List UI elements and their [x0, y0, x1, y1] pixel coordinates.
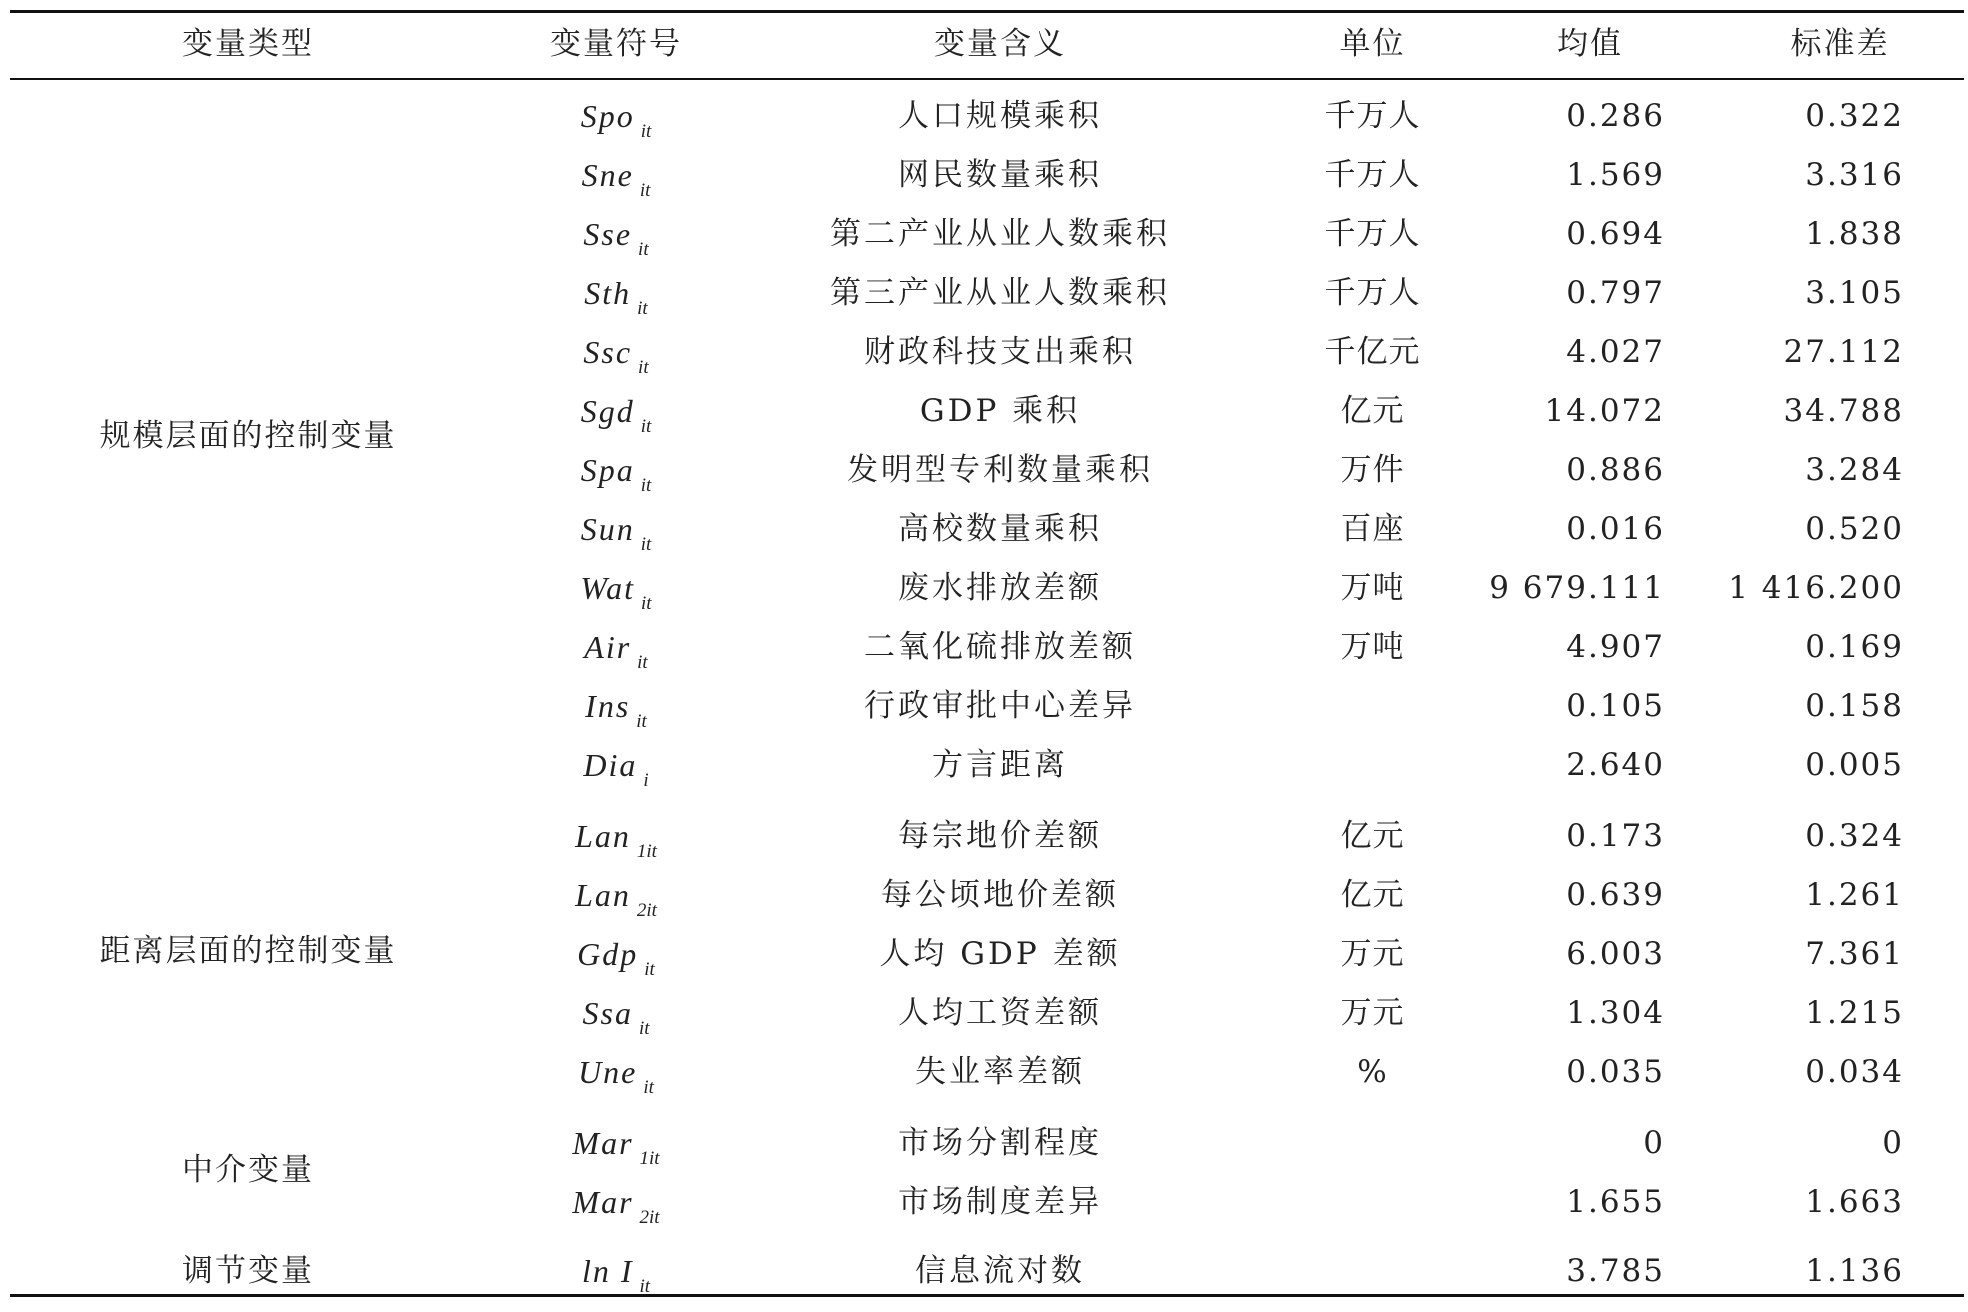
symbol-base: Spa: [580, 452, 635, 488]
symbol-subscript: 1it: [636, 841, 657, 862]
group-label-moderator: 调节变量: [182, 1253, 314, 1289]
table-row: [10, 1049, 1964, 1098]
variable-unit: 亿元: [1340, 877, 1405, 913]
table-row: [10, 624, 1964, 673]
mean-value: 3.785: [1566, 1253, 1665, 1289]
symbol-subscript: it: [638, 357, 649, 378]
variable-symbol: [496, 1179, 736, 1228]
table-row: [10, 270, 1964, 319]
table-row: [10, 329, 1964, 378]
mean-value: 0.797: [1566, 275, 1665, 311]
symbol-subscript: it: [638, 1018, 650, 1039]
mean-value: 0.173: [1566, 818, 1665, 854]
symbol-base: Gdp: [577, 936, 639, 972]
symbol-subscript: 1it: [639, 1148, 660, 1169]
std-dev-value: 1.136: [1805, 1253, 1904, 1289]
std-dev-value: 0.158: [1805, 688, 1904, 724]
symbol-base: Lan: [575, 877, 631, 913]
variable-unit: 千万人: [1324, 98, 1421, 134]
symbol-subscript: it: [637, 652, 648, 673]
variable-meaning: 废水排放差额: [898, 570, 1102, 606]
group-label-mediator: 中介变量: [182, 1152, 314, 1188]
header-mean: 均值: [1557, 26, 1623, 62]
mean-value: 0.886: [1566, 452, 1665, 488]
mean-value: 0.286: [1566, 98, 1665, 134]
std-dev-value: 0.322: [1805, 98, 1904, 134]
variable-meaning: 每公顷地价差额: [881, 877, 1119, 913]
std-dev-value: 0.034: [1805, 1054, 1904, 1090]
variable-meaning: 发明型专利数量乘积: [847, 452, 1153, 488]
std-dev-value: 7.361: [1805, 936, 1904, 972]
symbol-base: Sne: [581, 157, 634, 193]
std-dev-value: 34.788: [1783, 393, 1904, 429]
variable-meaning: 人均工资差额: [898, 995, 1102, 1031]
std-dev-value: 0.324: [1805, 818, 1904, 854]
symbol-subscript: it: [639, 1276, 651, 1297]
std-dev-value: 0.520: [1805, 511, 1904, 547]
mean-value: 2.640: [1566, 747, 1665, 783]
symbol-base: Ssa: [582, 995, 633, 1031]
symbol-base: Lan: [575, 818, 631, 854]
variable-symbol: [496, 447, 736, 496]
variable-symbol: [496, 329, 736, 378]
table-row: [10, 742, 1964, 791]
header-rule: [10, 78, 1964, 80]
variable-symbol: [496, 565, 736, 614]
symbol-base: Mar: [572, 1125, 634, 1161]
std-dev-value: 1.215: [1805, 995, 1904, 1031]
variable-unit: 万吨: [1340, 570, 1405, 606]
std-dev-value: 1.838: [1805, 216, 1904, 252]
table-row: [10, 813, 1964, 862]
table-row: [10, 506, 1964, 555]
top-rule: [10, 10, 1964, 13]
symbol-base: Dia: [583, 747, 638, 783]
symbol-subscript: it: [643, 1077, 654, 1098]
table-row: [10, 990, 1964, 1039]
symbol-base: Wat: [580, 570, 636, 606]
table-row: [10, 565, 1964, 614]
header-variable-meaning: 变量含义: [934, 26, 1066, 62]
std-dev-value: 1 416.200: [1728, 570, 1904, 606]
variable-meaning: 信息流对数: [915, 1253, 1085, 1289]
symbol-subscript: it: [641, 593, 652, 614]
variable-meaning: GDP 乘积: [919, 393, 1081, 429]
mean-value: 4.027: [1566, 334, 1665, 370]
variable-symbol: [496, 270, 736, 319]
header-unit: 单位: [1339, 26, 1406, 62]
symbol-subscript: 2it: [639, 1207, 660, 1228]
variable-symbol: [496, 872, 736, 921]
mean-value: 1.304: [1566, 995, 1665, 1031]
variable-unit: 万件: [1340, 452, 1405, 488]
variable-symbol: [496, 211, 736, 260]
std-dev-value: 1.663: [1805, 1184, 1904, 1220]
symbol-base: Une: [578, 1054, 638, 1090]
table-row: [10, 152, 1964, 201]
variable-symbol: [496, 624, 736, 673]
variable-unit: 千万人: [1324, 216, 1421, 252]
variable-symbol: [496, 683, 736, 732]
variable-unit: %: [1357, 1054, 1388, 1090]
mean-value: 9 679.111: [1489, 570, 1665, 606]
table-row: [10, 93, 1964, 142]
mean-value: 14.072: [1544, 393, 1665, 429]
variable-meaning: 二氧化硫排放差额: [864, 629, 1136, 665]
variable-unit: 亿元: [1340, 818, 1405, 854]
table-row: [10, 872, 1964, 921]
table-row: [10, 1179, 1964, 1228]
variable-unit: 百座: [1340, 511, 1405, 547]
variable-meaning: 人均 GDP 差额: [879, 936, 1121, 972]
symbol-base: Sth: [584, 275, 632, 311]
table-row: [10, 1120, 1964, 1169]
symbol-subscript: it: [644, 959, 655, 980]
table-row: [10, 931, 1964, 980]
mean-value: 0: [1643, 1125, 1665, 1161]
std-dev-value: 0.169: [1805, 629, 1904, 665]
variable-unit: 万元: [1340, 936, 1405, 972]
symbol-base: Sgd: [580, 393, 635, 429]
symbol-base: ln I: [581, 1253, 634, 1289]
mean-value: 1.655: [1566, 1184, 1665, 1220]
symbol-subscript: it: [640, 534, 652, 555]
variable-unit: 千万人: [1324, 275, 1421, 311]
symbol-base: Ins: [585, 688, 631, 724]
symbol-base: Ssc: [583, 334, 633, 370]
std-dev-value: 3.105: [1805, 275, 1904, 311]
header-variable-type: 变量类型: [182, 26, 314, 62]
variable-meaning: 高校数量乘积: [898, 511, 1102, 547]
mean-value: 4.907: [1566, 629, 1665, 665]
mean-value: 0.639: [1566, 877, 1665, 913]
variable-symbol: [496, 742, 736, 791]
header-std-dev: 标准差: [1790, 26, 1890, 62]
group-label-distance: 距离层面的控制变量: [99, 933, 397, 969]
mean-value: 0.016: [1566, 511, 1665, 547]
symbol-subscript: it: [640, 121, 652, 142]
symbol-subscript: i: [643, 770, 649, 791]
variable-meaning: 网民数量乘积: [898, 157, 1102, 193]
std-dev-value: 3.284: [1805, 452, 1904, 488]
symbol-subscript: it: [637, 298, 648, 319]
variable-meaning: 市场分割程度: [898, 1125, 1102, 1161]
variable-unit: 千万人: [1324, 157, 1421, 193]
group-label-scale: 规模层面的控制变量: [99, 418, 397, 454]
mean-value: 0.035: [1566, 1054, 1665, 1090]
mean-value: 0.105: [1566, 688, 1665, 724]
symbol-base: Air: [584, 629, 632, 665]
table-row: [10, 683, 1964, 732]
variable-symbol: [496, 1120, 736, 1169]
variable-symbol: [496, 93, 736, 142]
mean-value: 1.569: [1566, 157, 1665, 193]
variable-meaning: 第三产业从业人数乘积: [830, 275, 1170, 311]
variable-meaning: 人口规模乘积: [898, 98, 1102, 134]
symbol-subscript: it: [640, 416, 652, 437]
symbol-subscript: it: [638, 239, 649, 260]
symbol-subscript: it: [636, 711, 647, 732]
std-dev-value: 27.112: [1783, 334, 1904, 370]
variable-unit: 千亿元: [1324, 334, 1421, 370]
variable-symbol: [496, 506, 736, 555]
variable-symbol: [496, 388, 736, 437]
bottom-rule: [10, 1294, 1964, 1297]
header-variable-symbol: 变量符号: [550, 26, 682, 62]
variable-symbol: [496, 1248, 736, 1297]
symbol-subscript: it: [640, 475, 652, 496]
table-row: [10, 211, 1964, 260]
symbol-base: Sun: [580, 511, 635, 547]
variable-meaning: 第二产业从业人数乘积: [830, 216, 1170, 252]
symbol-base: Spo: [580, 98, 635, 134]
symbol-subscript: it: [639, 180, 651, 201]
mean-value: 6.003: [1566, 936, 1665, 972]
table-row: [10, 1248, 1964, 1297]
variable-unit: 万元: [1340, 995, 1405, 1031]
std-dev-value: 1.261: [1805, 877, 1904, 913]
variable-meaning: 市场制度差异: [898, 1184, 1102, 1220]
variable-symbol: [496, 813, 736, 862]
table-row: [10, 447, 1964, 496]
variable-meaning: 财政科技支出乘积: [864, 334, 1136, 370]
variable-unit: 亿元: [1340, 393, 1405, 429]
variable-symbol: [496, 931, 736, 980]
std-dev-value: 0: [1882, 1125, 1904, 1161]
variable-unit: 万吨: [1340, 629, 1405, 665]
variable-symbol: [496, 1049, 736, 1098]
variable-meaning: 失业率差额: [915, 1054, 1085, 1090]
variable-symbol: [496, 152, 736, 201]
std-dev-value: 0.005: [1805, 747, 1904, 783]
variable-meaning: 行政审批中心差异: [864, 688, 1136, 724]
symbol-base: Mar: [572, 1184, 634, 1220]
symbol-base: Sse: [583, 216, 633, 252]
variable-symbol: [496, 990, 736, 1039]
std-dev-value: 3.316: [1805, 157, 1904, 193]
variable-meaning: 每宗地价差额: [898, 818, 1102, 854]
mean-value: 0.694: [1566, 216, 1665, 252]
symbol-subscript: 2it: [636, 900, 657, 921]
variable-meaning: 方言距离: [932, 747, 1068, 783]
